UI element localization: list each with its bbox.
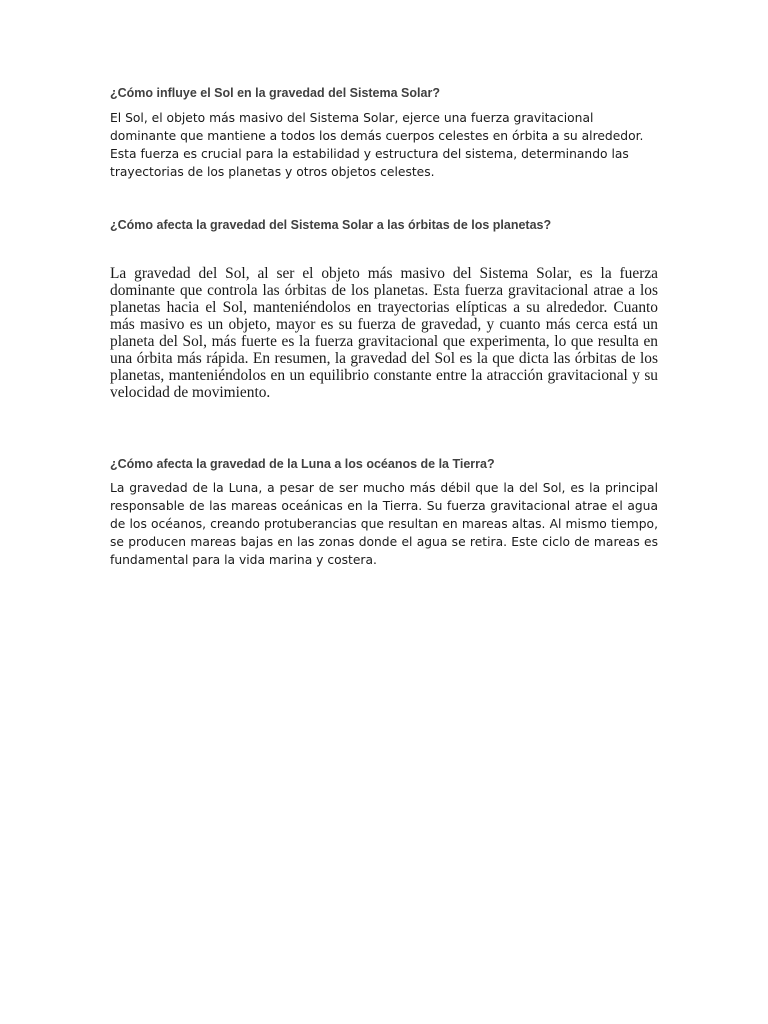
section-heading-luna-oceanos: ¿Cómo afecta la gravedad de la Luna a los océanos de la Tierra? <box>110 457 495 471</box>
section-body-orbitas-planetas: La gravedad del Sol, al ser el objeto más masivo del Sistema Solar, es la fuerza dominante que controla las órbitas de los planetas. Esta fuerza gravitacional atrae a los planetas hacia el Sol, manteniéndolos en trayectorias elípticas a su alrededor. Cuanto más masivo es un objeto, mayor es su fuerza de gravedad, y cuanto más cerca está un planeta del Sol, más fuerte es la fuerza gravitacional que experimenta, lo que resulta en una órbita más rápida. En resumen, la gravedad del Sol es la que dicta las órbitas de los planetas, manteniéndolos en un equilibrio constante entre la atracción gravitacional y su velocidad de movimiento. <box>110 265 658 401</box>
section-body-luna-oceanos: La gravedad de la Luna, a pesar de ser mucho más débil que la del Sol, es la principal responsable de las mareas oceánicas en la Tierra. Su fuerza gravitacional atrae el agua de los océanos, creando protuberancias que resultan en mareas altas. Al mismo tiempo, se producen mareas bajas en las zonas donde el agua se retira. Este ciclo de mareas es fundamental para la vida marina y costera. <box>110 481 658 567</box>
section-body-sol-gravedad: El Sol, el objeto más masivo del Sistema Solar, ejerce una fuerza gravitacional dominante que mantiene a todos los demás cuerpos celestes en órbita a su alrededor. Esta fuerza es crucial para la estabilidad y estructura del sistema, determinando las trayectorias de los planetas y otros objetos celestes. <box>110 111 644 179</box>
section-heading-sol-gravedad: ¿Cómo influye el Sol en la gravedad del Sistema Solar? <box>110 86 440 100</box>
section-heading-orbitas-planetas: ¿Cómo afecta la gravedad del Sistema Solar a las órbitas de los planetas? <box>110 218 552 232</box>
